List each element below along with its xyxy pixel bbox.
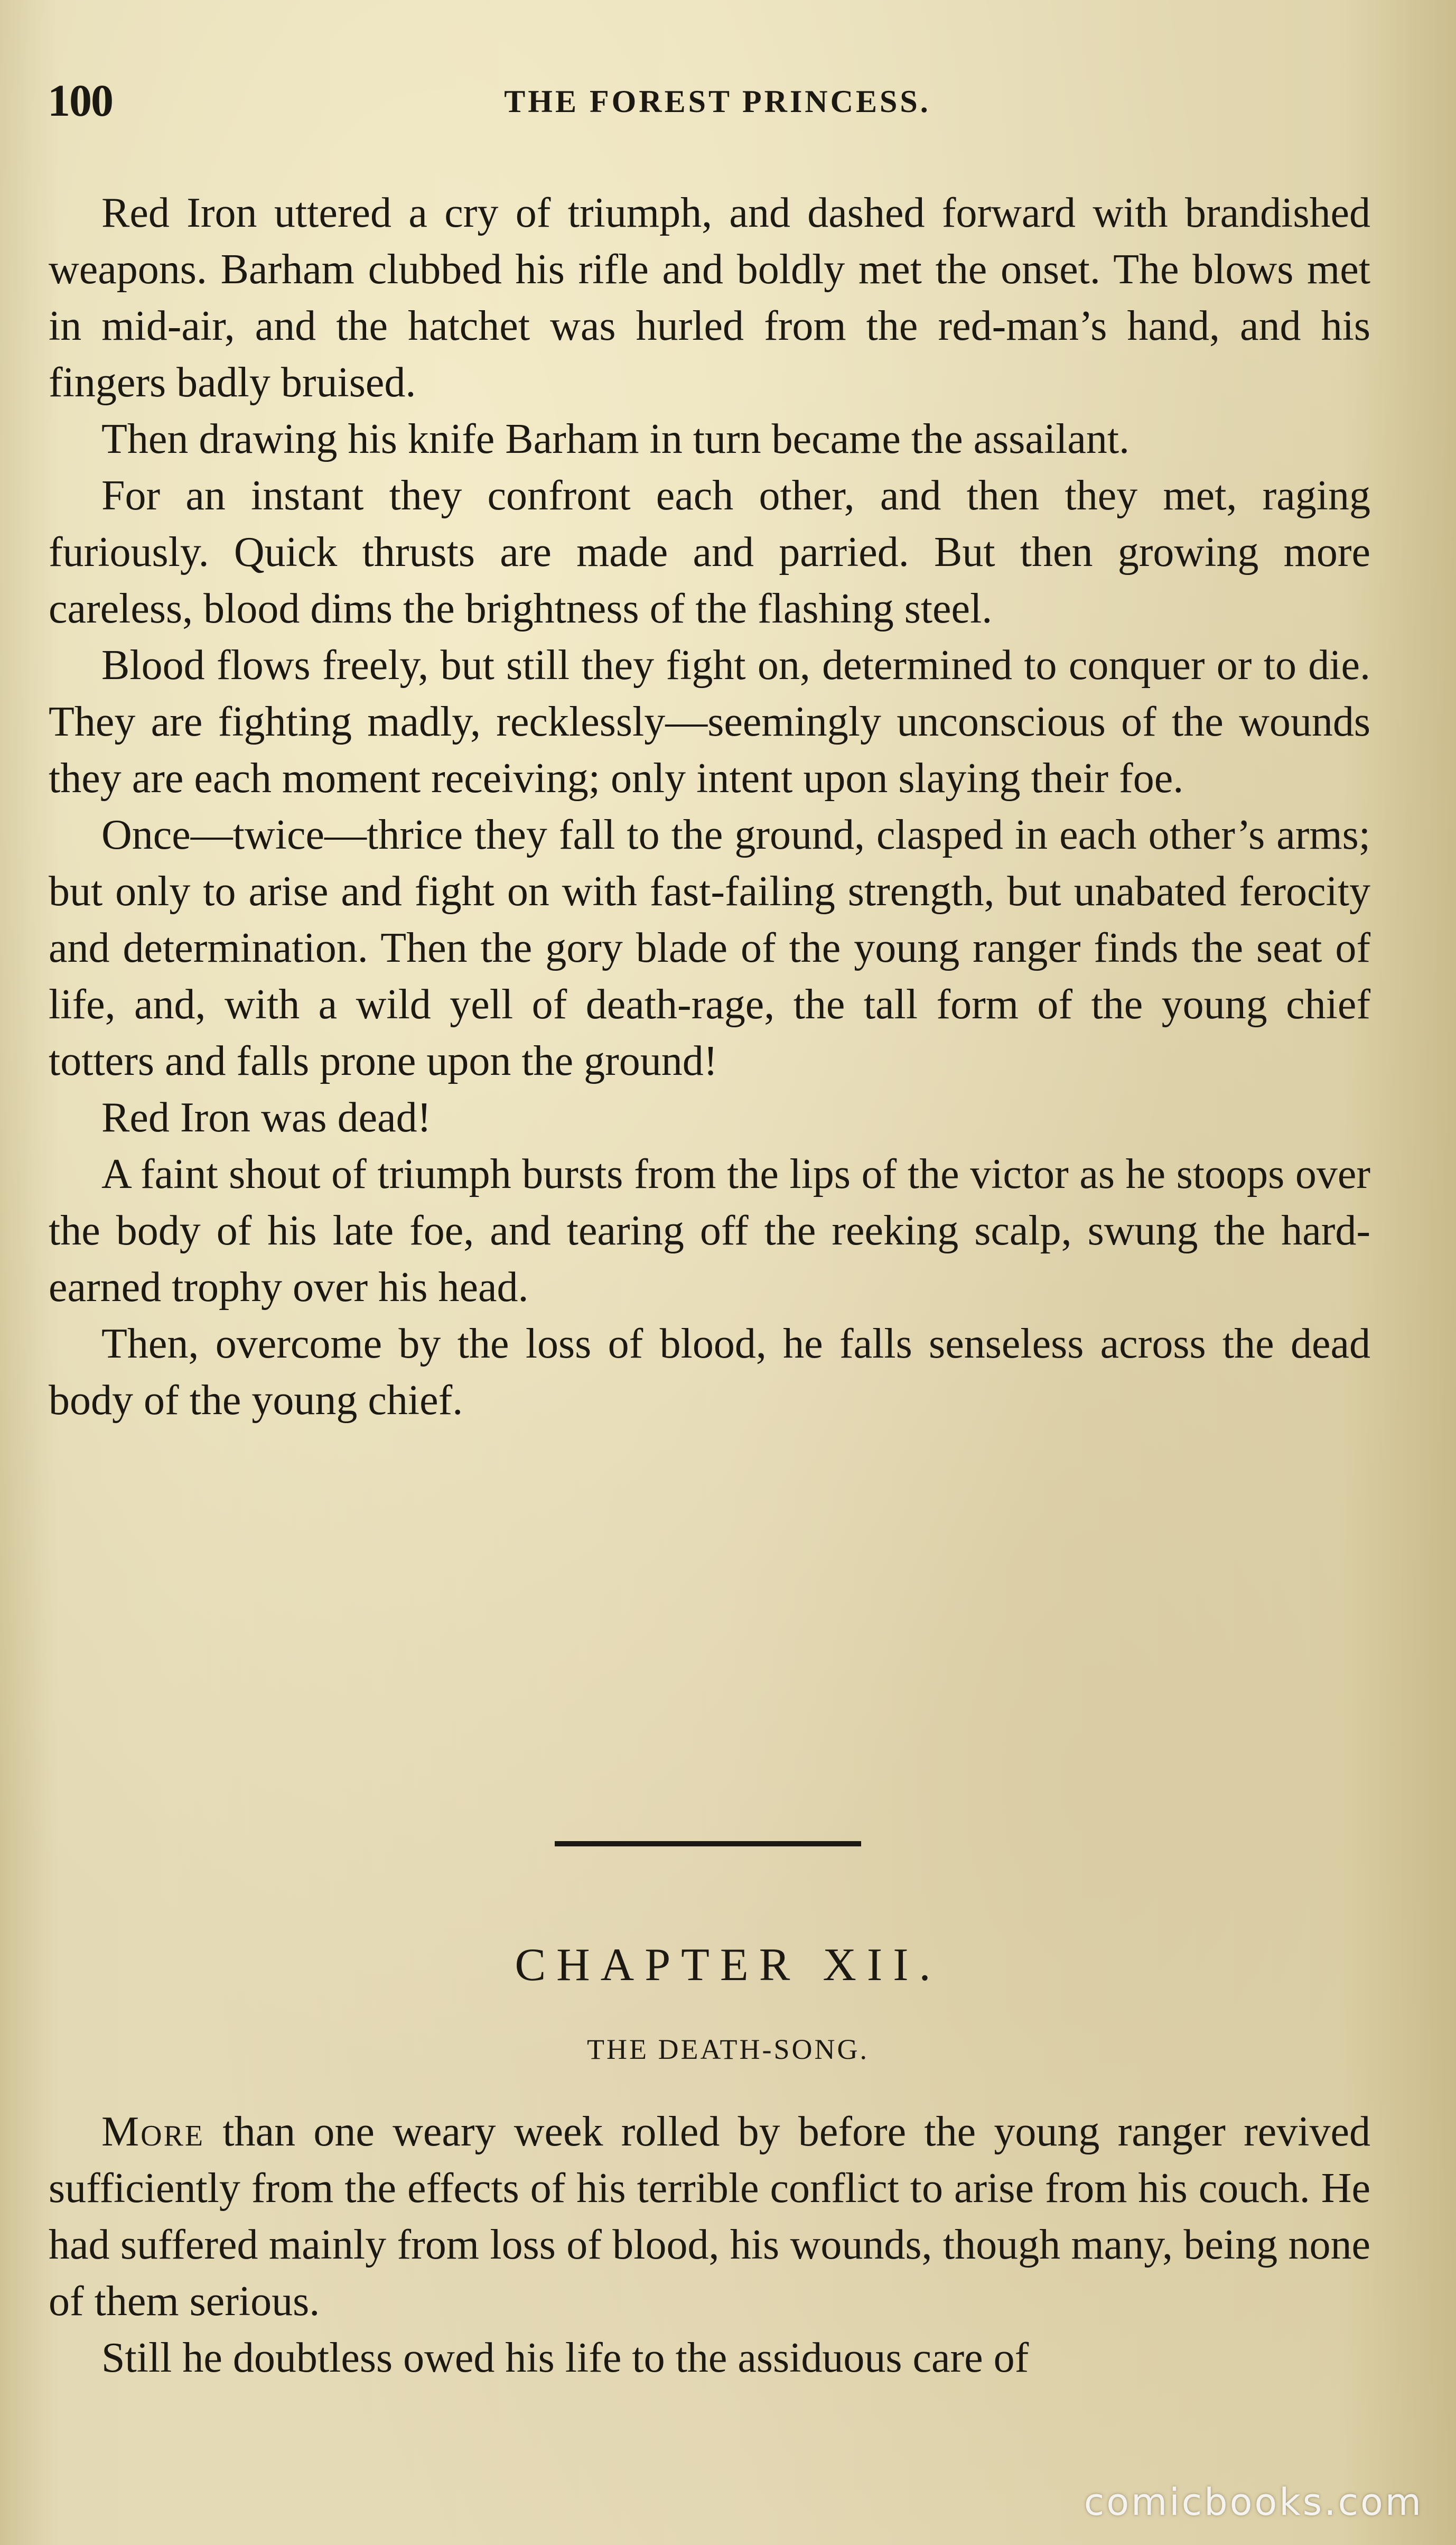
site-watermark: comicbooks.com [1084,2481,1423,2524]
paragraph: Then, overcome by the loss of blood, he falls senseless across the dead body of the young chief. [49,1321,1370,1424]
paragraph: Red Iron uttered a cry of triumph, and dashed forward with brandished weapons. Barham clubbed his rifle and boldly met the onset. The blows met in mid-air, and the hatchet was hurled from the red-man’s hand, and his fingers badly bruised. [49,190,1370,406]
page-number: 100 [48,75,113,126]
chapter-subtitle: THE DEATH-SONG. [587,2033,869,2065]
paragraph [49,2104,1370,2330]
running-head: THE FOREST PRINCESS. [504,84,931,119]
page-header [48,74,1387,132]
section-divider-rule [555,1841,861,1846]
paragraph-text: than one weary week rolled by before the young ranger revived sufficiently from the effects of his terrible conflict to arise from his couch. He had suffered mainly from loss of blood, his wounds, though many, being none of them serious. [49,2109,1370,2325]
paragraph-text: Still he doubtless owed his life to the assiduous care of [101,2335,1029,2381]
paragraph: Once—twice—thrice they fall to the ground, clasped in each other’s arms; but only to arise and fight on with fast-failing strength, but unabated ferocity and determination. Then the gory blade of the young ranger finds the seat of life, and, with a wild yell of death-rage, the tall form of the young chief totters and falls prone upon the ground! [49,812,1370,1084]
paragraph: Then drawing his knife Barham in turn became the assailant. [101,416,1130,462]
chapter-xii-text [49,2104,1370,2386]
paragraph: For an instant they confront each other, and then they met, raging furiously. Quick thrusts are made and parried. But then growing more careless, blood dims the brightness of the flashing steel. [49,472,1370,632]
paragraph: Red Iron was dead! [101,1094,432,1141]
chapter-title: CHAPTER XII. [515,1939,941,1991]
paragraph [49,2330,1370,2386]
opening-word-small-caps: More [101,2109,205,2155]
paragraph: A faint shout of triumph bursts from the lips of the victor as he stoops over the body of his late foe, and tearing off the reeking scalp, swung the hard-earned trophy over his head. [49,1151,1370,1311]
chapter-xi-ending-text [49,185,1370,1429]
paragraph: Blood flows freely, but still they fight on, determined to conquer or to die. They are fighting madly, recklessly—seemingly unconscious of the wounds they are each moment receiving; only intent upon slaying their foe. [49,642,1370,802]
